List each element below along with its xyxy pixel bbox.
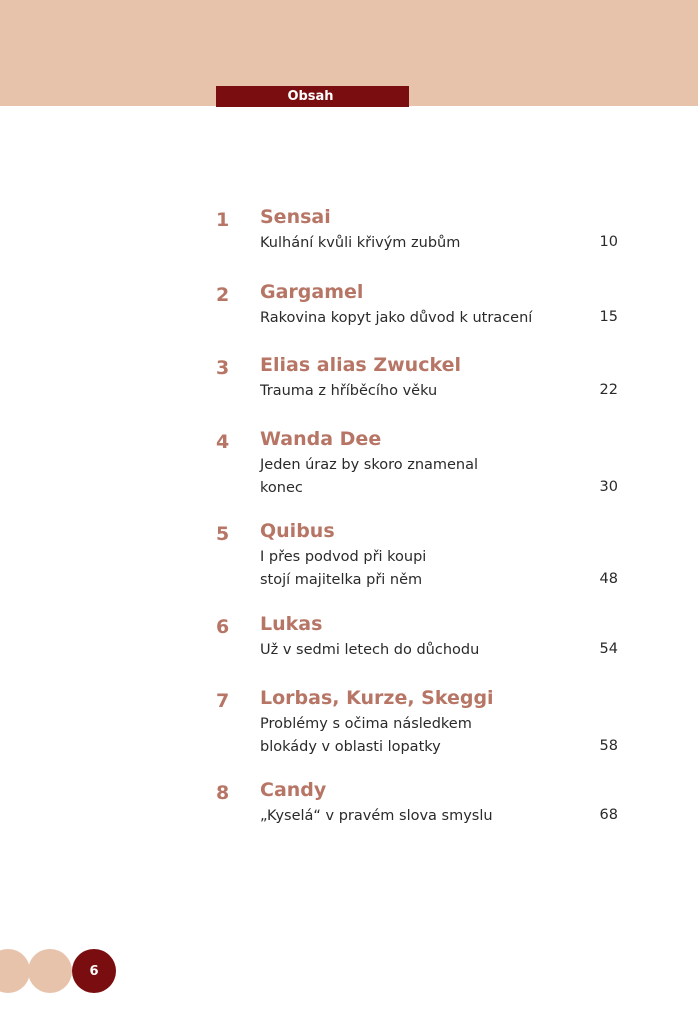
- toc-entry-page: 48: [599, 571, 618, 587]
- toc-entry-title: Gargamel: [260, 281, 364, 303]
- toc-entry-title: Lukas: [260, 613, 323, 635]
- toc-entry-subtitle-line: Rakovina kopyt jako důvod k utracení: [260, 310, 533, 326]
- toc-entry-page: 30: [599, 479, 618, 495]
- toc-entry-subtitle-line: Problémy s očima následkem: [260, 716, 472, 732]
- toc-entry-subtitle: [260, 307, 570, 330]
- toc-entry-page: 54: [599, 641, 618, 657]
- toc-entry-title: Elias alias Zwuckel: [260, 354, 461, 376]
- toc-entry-title: Wanda Dee: [260, 428, 382, 450]
- toc-entry-subtitle-line: „Kyselá“ v pravém slova smyslu: [260, 808, 493, 824]
- toc-entry-number: 5: [216, 523, 230, 545]
- toc-entry-page: 68: [599, 807, 618, 823]
- toc-entry-number: 7: [216, 690, 230, 712]
- toc-entry-subtitle: [260, 639, 570, 662]
- toc-entry-subtitle-line: konec: [260, 480, 303, 496]
- toc-entry-subtitle-line: stojí majitelka při něm: [260, 572, 423, 588]
- toc-entry-title: Quibus: [260, 520, 335, 542]
- page-number: 6: [89, 963, 99, 979]
- toc-entry-subtitle: [260, 805, 570, 828]
- toc-entry-number: 2: [216, 284, 230, 306]
- toc-entry-title: Candy: [260, 779, 327, 801]
- toc-entry-page: 15: [599, 309, 618, 325]
- page-number-badge: [72, 949, 116, 993]
- toc-entry-title: Sensai: [260, 206, 331, 228]
- toc-entry-subtitle: [260, 454, 570, 500]
- toc-entry-subtitle-line: Jeden úraz by skoro znamenal: [260, 457, 479, 473]
- toc-entry-subtitle: [260, 713, 570, 759]
- decorative-circle: [28, 949, 72, 993]
- toc-entry-title: Lorbas, Kurze, Skeggi: [260, 687, 494, 709]
- toc-entry-page: 10: [599, 234, 618, 250]
- toc-entry-subtitle-line: I přes podvod při koupi: [260, 549, 427, 565]
- toc-entry-subtitle-line: Už v sedmi letech do důchodu: [260, 642, 480, 658]
- section-label-text: Obsah: [287, 89, 334, 104]
- toc-entry-subtitle: [260, 380, 570, 403]
- toc-entry-page: 58: [599, 738, 618, 754]
- toc-entry-number: 1: [216, 209, 230, 231]
- toc-entry-number: 3: [216, 357, 230, 379]
- toc-entry-subtitle-line: Kulhání kvůli křivým zubům: [260, 235, 461, 251]
- toc-entry-subtitle-line: Trauma z hříběcího věku: [260, 383, 438, 399]
- toc-entry-subtitle-line: blokády v oblasti lopatky: [260, 739, 441, 755]
- toc-entry-number: 6: [216, 616, 230, 638]
- toc-entry-number: 8: [216, 782, 230, 804]
- toc-entry-number: 4: [216, 431, 230, 453]
- toc-entry-subtitle: [260, 232, 570, 255]
- toc-entry-subtitle: [260, 546, 570, 592]
- toc-entry-page: 22: [599, 382, 618, 398]
